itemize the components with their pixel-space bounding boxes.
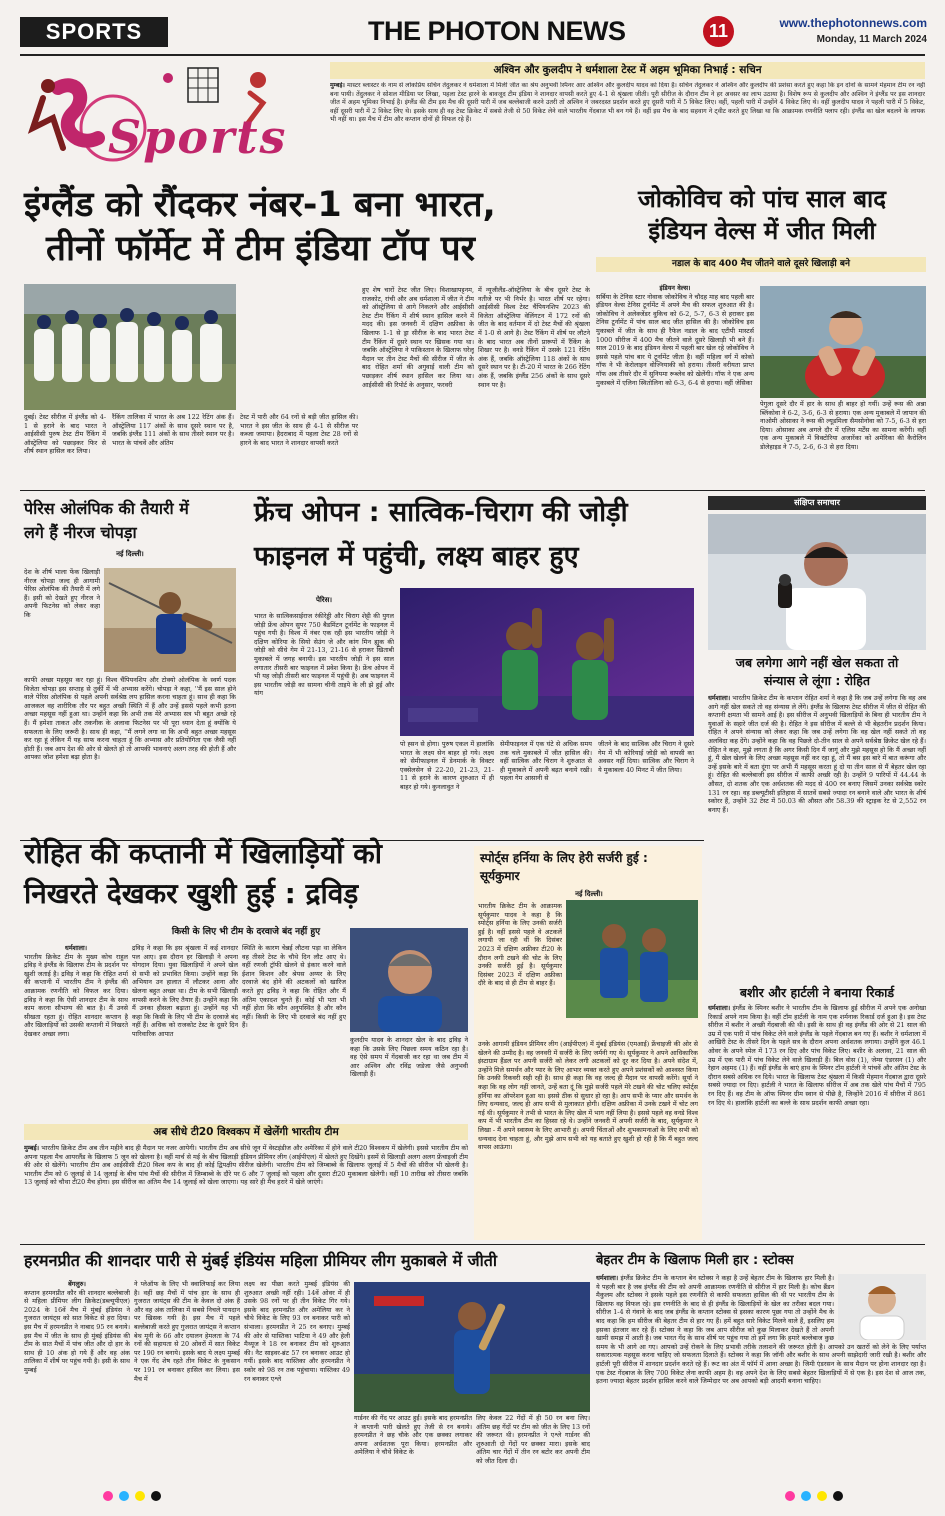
harman-col3: लक्ष्य का पीछा करते मुम्बई इंडियंस की शुरुआत अच्छी नहीं रही। 14वें ओवर में ही उसके 98 रनों पर ही तीन विकेट गिर गये। इसके बाद हरमनप्रीत और अमेलिया कर ने चौथे विकेट के लिए 93 रन बनाकर पारी को संभाला। हरमनप्रीत ने 25 रन बनाए। मुम्बई की ओर से यास्तिका भाटिया ने 49 और हेली मैथ्यूज ने 18 रन बनाकर टीम को शुरुआत की। नैट साइवर-ब्रंट 57 रन बनाकर आउट हो गयीं। इसके बाद यास्तिका और हरमनप्रीत ने स्कोर को 98 रन तक पहुंचाया। यास्तिका 49 रन बनाकर एश्ले	[244, 1280, 350, 1383]
sports-logo-text: Sports	[108, 110, 288, 164]
djokovic-headline-2: इंडियन वेल्स में जीत मिली	[648, 217, 876, 245]
ranking-col4: हुए शेष चारों टेस्ट जीत लिए। विशाखापट्टनम, राजकोट, रांची और अब धर्मशाला में जीत ने टीम को ऑस्ट्रेलिया से आगे निकलने और आईसीसी टेस्ट टीम रैंकिंग में शीर्ष स्थान हासिल करने में मदद की। इस जनवरी में दक्षिण अफ्रीका के खिलाफ 1-1 से ड्रा सीरीज के बाद भारत टेस्ट टीम रैंकिंग में दूसरे स्थान पर खिसक गया था। जबकि ऑस्ट्रेलिया ने पाकिस्तान के खिलाफ घरेलू मैदान पर तीन टेस्ट मैचों की सीरीज में जीत के बाद रोहित शर्मा की अगुवाई वाली टीम को पछाड़कर शीर्ष स्थान हासिल कर लिया था। आईसीसी की रिपोर्ट के अनुसार, फरवरी	[362, 286, 474, 389]
french-open-dateline: पेरिस।	[315, 596, 333, 604]
french-open-col4: जीतने के बाद सात्विक और चिराग ने दूसरे गेम में भी कोरियाई जोड़ी को वापसी का अवसर नहीं दिया। सात्विक और चिराग ने ये मुकाबला 40 मिनट में जीत लिया।	[598, 740, 694, 774]
djokovic-body: इंडियन वेल्स। सर्बिया के टेनिस स्टार नोवाक जोकोविच ने चौदह माह बाद पहली बार इंडियन वेल्स टेनिस टूर्नामेंट में अपने मैच की सफल शुरुआत की है। जोकोविच ने अलेक्जेंडर वुकिच को 6-2, 5-7, 6-3 से हराकर इस टेनिस टूर्नामेंट में पांच साल बाद जीत हासिल की है। जोकोविच इस मुकाबले में जीत के साथ ही रैफेल नडाल के बाद एटीपी मास्टर्स 1000 सीरीज में 400 मैच जीतने वाले दूसरे खिलाड़ी भी बने हैं। साल 2019 के बाद इंडियन वेल्स में पहली बार खेल रहे जोकोविच ने इससे पहले पांच बार ये टूर्नामेंट जीता है। वहीं महिला वर्ग में कोको गॉफ ने भी केरोलाइन वोज्नियाकी को हराया। तीसरी वरीयता प्राप्त गॉफ अब तीसरे दौर में सुनियमा रूब्लेव को खेलेंगी। गॉफ ने एक अन्य मुकाबले में एलिना स्वितोलिना को 6-3, 6-4 से हराया। वहीं जेसिका	[596, 284, 754, 387]
dravid-subhead: किसी के लिए भी टीम के दरवाजे बंद नहीं हुए	[171, 927, 321, 937]
harman-col5: लिए केवल 22 गेंदों में ही 50 रन बना लिए। अंतिम छह गेंदों पर टीम को जीत के लिए 13 रनों की जरूरत थी। हरमनप्रीत ने एश्ले गार्डनर की शुरुआती दो गेंदों पर छक्का मारा। इसके बाद अंतिम चार गेंदों में तीन रन बटोर कर अपनी टीम को जीत दिला दी।	[476, 1414, 590, 1465]
neeraj-headline-2: लगे हैं नीरज चोपड़ा	[24, 523, 137, 542]
neeraj-photo	[104, 568, 236, 672]
ashwin-body: मास्टर ब्लास्टर के नाम से लोकप्रिय सचिन तेंदुलकर ने धर्मशाला में मिली जीत का श्रेय अनुभवी स्पिनर आर अश्विन और कुलदीप यादव को दिया है। सचिन तेंदुलकर ने अश्विन और कुलदीप की प्रशंसा करते हुए कहा कि इन दोनों के सामने मेहमान टीम रन नहीं बना पायी। तेंदुलकर ने सोशल मीडिया पर लिखा, पहला टेस्ट हारने के बावजूद टीम इंडिया ने शानदार वापसी करते हुए 4-1 से श्रृंखला जीती। पूरी सीरीज के दौरान टीम ने हर अवसर का लाभ उठाया है। विशेष रूप से कुलदीप और अश्विन ने इंग्लैंड पर इस शानदार जीत में अहम भूमिका निभाई है। इंग्लैंड की टीम इस मैच की दूसरी पारी में जब बल्लेबाजी करने उतरी तो अश्विन ने जबरदस्त प्रदर्शन करते हुए दूसरी पारी में 5 विकेट लिए। वहीं, पहली पारी में उन्होंने 4 विकेट लिए थे। वहीं कुलदीप यादव ने पहली पारी में 5 विकेट, वहीं दूसरी पारी में 2 विकेट लिए थे। इसके साथ ही वह टेस्ट क्रिकेट में सबसे तेजी से 50 विकेट लेने वाले भारतीय गेंदबाज भी बन गये हैं। वहीं इस मैच के बाद सहवाग ने ट्वीट करते हुए लिखा था कि आक्रामक रणनीति फ्लाप रही। इंग्लैंड का खेल बदलने के लायक भी नहीं था। इस मैच में टीम और कप्तान दोनों ही विफल रहे हैं।	[330, 82, 925, 123]
harman-col2: ने प्लेऑफ के लिए भी क्वालिफाई कर लिया है। वहीं छह मैचों में पांच हार के साथ ही गुजरात जायंट्स की टीम के केवल दो अंक हैं और वह अंक तालिका में सबसे निचले पायदान पर खिसक गयी है। इस मैच में पहले बल्लेबाजी करते हुए गुजरात जायंट्स ने कप्तान बेथ मूनी के 66 और दयालन हेमलता के 74 रनों की सहायता से 20 ओवरों में सात विकेट पर 190 रन बनाये। इसके बाद ये लक्ष्य मुम्बई ने एक गेंद शेष रहते तीन विकेट के नुकसान पर 191 रन बनाकर हासिल कर लिया। इस मैच में	[134, 1280, 240, 1383]
rohit-body: धर्मशाला। भारतीय क्रिकेट टीम के कप्तान रोहित शर्मा ने कहा है कि जब उन्हें लगेगा कि वह अब आगे नहीं खेल सकते तो वह संन्यास ले लेंगे। इंग्लैंड के खिलाफ टेस्ट सीरीज में जीत से रोहित की कप्तानी क्षमता भी सामने आई है। इस सीरीज में अनुभवी खिलाड़ियों के बिना ही भारतीय टीम ने युवाओं के सहारे जीत दर्ज की है। रोहित ने इस सीरीज में बल्ले से भी बेहतरीन प्रदर्शन किया। रोहित ने अपने संन्यास को लेकर कहा कि जब उन्हें लगेगा कि वह खेल नहीं सकते तो वह अलविदा कह देंगे। उन्होंने कहा कि वह पिछले दो-तीन साल से अपने सर्वश्रेष्ठ क्रिकेट खेल रहे हैं। रोहित ने कहा, मुझे लगता है कि अगर किसी दिन मैं जागूं और मुझे महसूस हो कि मैं अच्छा नहीं हूं, मैं खेल खेलने के लिए अच्छा महसूस नहीं कर रहा हूं, तो मैं बस इस बारे में बात करूंगा और उन्हें इसके बारे में बता दूंगा पर अभी मैं महसूस करता हूं दो या तीन साल से मैं बेहतर खेल रहा हूं। रोहित की बल्लेबाजी इस सीरीज में काफी अच्छी रही है। उन्होंने 9 पारियों में 44.44 के औसत, दो शतक और एक अर्धशतक की मदद से 400 रन बनाए जिसमें उनका सर्वश्रेष्ठ स्कोर 131 रन रहा। वह डब्ल्यूटीसी इतिहास में सातवें सबसे ज्यादा रन बनाने वाले और भारत के शीर्ष स्कोरर हैं, उन्होंने 32 टेस्ट में 50.03 की औसत और 58.39 की स्ट्राइक रेट से 2,552 रन बनाए हैं।	[708, 694, 926, 814]
harman-col1: बेंगलुरु। कप्तान हरमनप्रीत कौर की शानदार बल्लेबाजी से महिला प्रीमियर लीग क्रिकेट(डब्ल्यूपीएल) 2024 के 16वें मैच में मुंबई इंडियंस ने गुजरात जायंट्स को सात विकेट से हरा दिया। इस मैच में हरमनप्रीत ने नाबाद 95 रन बनाये। इस मैच में जीत के साथ ही मुंबई इंडियंस की टीम के सात मैचों में पांच जीत और दो हार के साथ ही 10 अंक हो गये हैं और वह अंक तालिका में शीर्ष पर पहुंच गयी है। इसी के साथ मुम्बई	[24, 1280, 130, 1374]
surya-dateline: नई दिल्ली।	[575, 890, 603, 898]
french-open-headline-2: फाइनल में पहुंची, लक्ष्य बाहर हुए	[254, 541, 579, 572]
print-registration-marks	[100, 1488, 845, 1502]
harman-photo	[354, 1282, 590, 1412]
t20-dateline: मुम्बई।	[24, 1144, 40, 1152]
djokovic-body-2: पेगुला दूसरे दौर में हार के साथ ही बाहर हो गयीं। उन्हें रूस की अन्ना ब्लिंकोवा ने 6-2, 3-6, 6-3 से हराया। एक अन्य मुकाबले में जापान की नाओमी ओसाका ने रूस की ल्यूडमिला सैमसोनोवा को 7-5, 6-3 से हरा दिया। ओसाका अब अगले दौर में एलिस मर्टेंस का सामना करेंगी। वहीं एक अन्य मुकाबले में विक्टोरिया अजारेंका को अमेरिका की कैरोलिन डोलेहाइड ने 7-5, 2-6, 6-3 से हरा दिया।	[760, 400, 926, 451]
djokovic-photo	[760, 286, 926, 398]
djokovic-headline-1: जोकोविच को पांच साल बाद	[637, 185, 886, 213]
neeraj-body: काफी अच्छा महसूस कर रहा हूं। विश्व चैंपियनशिप और टोक्यो ओलंपिक के स्वर्ण पदक विजेता चोपड़ा इस सप्ताह से तुर्की में भी अभ्यास करेंगे। चोपड़ा ने कहा, ''मैं इस साल होने वाले पेरिस ओलंपिक से पहले अपनी सर्वश्रेष्ठ लय हासिल करना चाहता हूं। साथ ही कहा कि आजकल वह शारीरिक तौर पर बहुत अच्छी स्थिति में हैं और उन्हें इससे पहले कभी इतना अच्छा महसूस नहीं हुआ था। उन्होंने कहा कि अभी तक मेरे अभ्यास सत्र भी बहुत अच्छे रहे हैं। मैं हमेशा ताकत और तकनीक के अलावा फिटनेस पर भी पूरा ध्यान देता हूं क्योंकि ये सफलता के लिए जरूरी है। साथ ही कहा, ''मैं लगने लगा था कि अभी बहुत अच्छा महसूस कर रहा हूं लेकिन मैं यह साफ करना चाहता हूं कि अभ्यास और प्रतियोगिता एक जैसी नहीं होती हैं। जब आप देश की ओर से खेलते हो तो आपकी भावनाएं अलग तरह की होती हैं और आपका जोश हमेशा बढ़ा होता है।	[24, 676, 236, 762]
dravid-col3: स्थिति के कारण चेन्नई लौटना पड़ा था लेकिन वह तीसरे टेस्ट के चौथे दिन लौट आए थे। वहीं रणजी ट्रॉफी खेलने से इंकार करने वाले ईशान किशन और श्रेयस अय्यर के लिए दरवाजे बंद होने की अटकलों को खारिज करते हुए द्रविड़ ने कहा कि रोहित और मैं अंतिम एकादश चुनते हैं। कोई भी पता भी नहीं होता कि कौन अनुपस्थित है और कौन नहीं। किसी के लिए भी दरवाजे बंद नहीं हुए हैं।	[242, 944, 346, 1030]
djokovic-dateline: इंडियन वेल्स।	[659, 284, 691, 292]
french-open-col1: भारत के सात्विकसाईराज रंकीरेड्डी और चिराग शेट्टी की युगल जोड़ी फ्रेंच ओपन सुपर 750 बैडमिंटन टूर्नामेंट के फाइनल में पहुंच गयी है। विश्व में नंबर एक रही इस भारतीय जोड़ी ने दक्षिण कोरिया के सियो सेउंग जे और कांग मिन ह्युक की जोड़ी को सीधे गेम में 21-13, 21-16 से हराकर खिताबी मुकाबले में जगह बनायी। इस भारतीय जोड़ी ने इस साल लगातार तीसरी बार फाइनल में प्रवेश किया है। फ्रेंच ओपन में भी यह जोड़ी तीसरी बार फाइनल में पहुंची है। अब फाइनल में इस भारतीय जोड़ी का सामना चीनी ताइपे के ली झे हुई और यांग	[254, 612, 394, 698]
neeraj-headline-1: पेरिस ओलंपिक की तैयारी में	[24, 499, 189, 518]
page-number: 11	[703, 16, 734, 47]
bashir-headline: बशीर और हार्टली ने बनाया रिकार्ड	[739, 985, 895, 1000]
french-open-col3: सेमीफाइनल में एक घंटे से अधिक समय तक चले मुकाबले में जीत हासिल की। वहीं सात्विक और चिराग ने शुरुआत से ही मुकाबले में अपनी बढ़त बनाये रखी। पहला गेम आसानी से	[500, 740, 592, 783]
surya-headline-1: स्पोर्ट्स हर्निया के लिए हेरी सर्जरी हुई :	[480, 851, 648, 865]
ranking-col3: टेस्ट में पारी और 64 रनों से बड़ी जीत हासिल की। भारत ने इस जीत के साथ ही 4-1 से सीरीज पर कब्जा जमाया। हैदराबाद में पहला टेस्ट 28 रनों से हारने के बाद भारत ने शानदार वापसी करते	[240, 413, 358, 447]
rohit-headline-1: जब लगेगा आगे नहीं खेल सकता तो	[735, 655, 899, 670]
stokes-headline: बेहतर टीम के खिलाफ मिली हार : स्टोक्स	[596, 1253, 794, 1268]
surya-intro: भारतीय क्रिकेट टीम के आक्रामक सूर्यकुमार यादव ने कहा है कि स्पोर्ट्स हर्निया के लिए उनकी सर्जरी हुई है। वहीं इससे पहले वे अटकलें लगायी जा रही थीं कि दिसंबर 2023 में दक्षिण अफ्रीका टी20 के दौरान लगी टखने की चोट के लिए उनकी सर्जरी हुई है। सूर्यकुमार दिसंबर 2023 में दक्षिण अफ्रीका दौरे के बाद से ही टीम से बाहर हैं।	[478, 902, 562, 988]
neeraj-dateline: नई दिल्ली।	[116, 550, 144, 558]
bashir-dateline: धर्मशाला।	[708, 1004, 731, 1012]
harman-col4: गार्डनर की गेंद पर आउट हुईं। इसके बाद हरमनप्रीत ने कप्तानी पारी खेलते हुए तेजी से रन बनाये। हरमनप्रीत ने छह चौके और एक छक्का लगाकर अपना अर्धशतक पूरा किया। हरमनप्रीत और अमेलिया ने चौथे विकेट के	[354, 1414, 472, 1457]
sports-logo	[18, 58, 288, 176]
dravid-col1: धर्मशाला। भारतीय क्रिकेट टीम के मुख्य कोच राहुल द्रविड़ ने इंग्लैंड के खिलाफ टीम के प्रदर्शन पर खुशी जताई है। द्रविड़ ने कहा कि रोहित शर्मा की कप्तानी में भारतीय टीम ने इंग्लैंड की आक्रामक रणनीति को विफल कर दिया। द्रविड़ ने कहा कि ऐसी शानदार टीम के साथ काम करना सौभाग्य की बात है। मैं उनसे सीखता रहता हूं। रोहित शानदार कप्तान है और खिलाड़ियों को उसकी कप्तानी में निखरते देखकर अच्छा लगा।	[24, 944, 128, 1038]
ashwin-dateline: मुम्बई।	[330, 82, 345, 89]
neeraj-intro: देश के शीर्ष भाला फेंक खिलाड़ी नीरज चोपड़ा जल्द ही आगामी पेरिस ओलंपिक की तैयारी में लगे हैं। इसी को देखते हुए नीरज ने अपनी फिटनेस को लेकर कहा कि	[24, 568, 100, 619]
stokes-body: धर्मशाला। इंग्लैंड क्रिकेट टीम के कप्तान बेन स्टोक्स ने कहा है उन्हें बेहतर टीम के खिलाफ हार मिली है। ये पहली बार है जब इंग्लैंड की टीम को अपनी आक्रामक रणनीति से सीरीज में हार मिली है। कोच ब्रैंडन मैकुलम और स्टोक्स ने इसके पहले इस रणनीति से काफी सफलता हासिल की थी पर भारतीय टीम के खिलाफ वह विफल रहे। इस रणनीति के बाद से ही इंग्लैंड के खिलाड़ियों के खेल का तरीका बदल गया। सीरीज 1-4 से गंवाने के बाद जब इंग्लैंड के कप्तान स्टोक्स से इसका कारण पूछा गया तो उन्होंने मैच के बाद कहा कि हम सीरीज की बेहतर टीम से हार गए हैं। हमें बहुत सारे विकेट मिलने वाले हैं, इसलिए हम इसका इंतजार कर रहे हैं। स्टोक्स ने कहा कि जब आप सीरीज को कुछ मिलाकर देखते हैं तो अपनी खामी समझ में आती है। जब भारत गेंद के साथ शीर्ष पर पहुंच गया तो हमें लगा कि हमारे बल्लेबाज कुछ समय के भी आगे आ गए। आपको उन्हें रोकने के लिए प्रभावी तरीके तलाशने की जरूरत होती है। आपको उन खतरों को लेने के लिए पर्याप्त सकारात्मक महसूस करना चाहिए जो सफलता दिलाते हैं। स्टोक्स ने कहा कि जॉनी और बशीर के साथ अपनी साझेदारी जारी रखी है। बशीर और हार्टली पूरी सीरीज में शानदार प्रदर्शन करते रहे हैं। रूट का अंत में फॉर्म में आना अच्छा है। जिमी एंडरसन के साथ मैदान पर होना शानदार रहा है। एक टेस्ट गेंदबाज के लिए 700 विकेट लेना काफी अहम है। वह अपने देश के लिए सबसे बेहतर खिलाड़ियों में से एक है। इस देश से आज तक, इतना ज्यादा बेहतर प्रदर्शन हासिल करने वाले जिम्मेदार पर अब आपको बड़ी आदमी बनाना चाहिए।	[596, 1274, 926, 1386]
badminton-photo	[400, 588, 694, 736]
brief-news-label: संक्षिप्त समाचार	[708, 496, 926, 510]
bashir-body: धर्मशाला। इंग्लैंड के स्पिनर बशीर ने भारतीय टीम के खिलाफ हुई सीरीज में अपने एक अनोखा रिकार्ड अपने नाम किया है। वहीं टॉम हार्टली के नाम एक शर्मनाक रिकार्ड दर्ज हुआ है। इस टेस्ट सीरीज में बशीर ने अच्छी गेंदबाजी की थी। इसी के साथ ही वह इंग्लैंड की ओर से 21 साल की उम्र में एक पारी में पांच विकेट लेने वाले इंग्लैंड के पहले गेंदबाज बन गए हैं। बशीर ने धर्मशाला में आखिरी टेस्ट के तीसरे दिन के पहले सत्र के दौरान अपना अर्धशतक लगाया। उन्होंने कुल 46.1 ओवर के अपने स्पेल में 173 रन दिए और पांच विकेट लिए। बशीर के अलावा, 21 साल की उम्र में एक पारी में पांच विकेट लेने वाले खिलाड़ी हैं। बिल वोस (1), जेम्स एंडरसन (1) और रेहान अहमद (1) हैं। वहीं इंग्लैंड के बाएं हाथ के स्पिनर टॉम हार्टली ने पांचवें और अंतिम टेस्ट के दौरान सबसे अधिक रन दिये। भारत के खिलाफ टेस्ट श्रृंखला में किसी मेहमान गेंदबाज द्वारा दूसरे सबसे ज्यादा रन दिए। हार्टली ने भारत के खिलाफ सीरीज में अब तक खेले पांच मैचों में 795 रन दिए हैं। वह टीम के ऑफ स्पिनर ग्रीम स्वान से पीछे है, जिन्होंने 2016 में सीरीज में 861 रन दिए थे। हालांकि हार्टली का बल्ले के साथ प्रदर्शन काफी अच्छा रहा।	[708, 1004, 926, 1107]
rohit-dateline: धर्मशाला।	[708, 694, 731, 702]
french-open-col2: पो ह्सन से होगा। पुरुष एकल में हालांकि भारत के लक्ष्य सेन बाहर हो गये। लक्ष्य को सेमीफाइनल में डेनमार्क के विक्टर एक्सेलसेन से 22-20, 21-23, 21-11 से हराने के कारण शुरुआत में ही बाहर हो गये। कुनलावुत ने	[400, 740, 494, 791]
ashwin-headline: अश्विन और कुलदीप ने धर्मशाला टेस्ट में अहम भूमिका निभाई : सचिन	[330, 62, 925, 79]
ranking-col1: दुबई। टेस्ट सीरीज में इंग्लैंड को 4-1 से हराने के बाद भारत ने आईसीसी पुरुष टेस्ट टीम रैंकिंग में ऑस्ट्रेलिया को पछाड़कर फिर से शीर्ष स्थान हासिल कर लिया।	[24, 413, 106, 456]
ashwin-article	[330, 62, 925, 174]
dravid-dateline: धर्मशाला।	[64, 944, 88, 952]
surya-body: उनके आगामी इंडियन प्रीमियर लीग (आईपीएल) में मुंबई इंडियंस (एमआई) फ्रेंचाइजी की ओर से खेलने की उम्मीद है। वह जनवरी में सर्जरी के लिए जर्मनी गए थे। सूर्यकुमार ने अपने आधिकारिक इंस्टाग्राम हैंडल पर अपनी सर्जरी को लेकर लगी अटकलों को दूर कर दिया है। अपने संदेश में, उन्होंने मिले समर्थन और प्यार के लिए आभार व्यक्त करते हुए अपने प्रशंसकों को आश्वस्त किया कि उनकी रिकवरी सही रही है। साथ ही कहा कि वह जल्द ही मैदान पर वापसी करेंगे। सूर्या ने कहा कि वह लोग नहीं जानते, उन्हें बता दूं कि मुझे सर्जरी पहले मेरे टखने की चोट चलिए स्पोर्ट्स हर्निया का ऑपरेशन हुआ था। इससे ठीक से सुधार हो रहा है। आप सभी के प्यार और समर्थन के लिए धन्यवाद, जल्द ही आप सभी से मुलाकात होगी। दक्षिण अफ्रीका में उनके टखने में चोट लग गई थी। सूर्यकुमार ने तभी से भारत के लिए खेल में भाग नहीं लिया है। इससे पहले वह वनडे विश्व कप में भी भारतीय टीम का हिस्सा रहे थे। उन्होंने जनवरी में अपनी सर्जरी के बाद, सूर्यकुमार ने लिखा - मैं अपने स्वास्थ्य के लिए आभारी हूं। अपनी चिंताओं और शुभकामनाओं के लिए सभी को धन्यवाद देना चाहता हूं, और मुझे आप सभी को यह बताते हुए खुशी हो रही है कि मैं बहुत जल्द वापस आऊंगा।	[478, 1040, 698, 1152]
ranking-col2: रैंकिंग तालिका में भारत के अब 122 रेटिंग अंक हैं। ऑस्ट्रेलिया 117 अंकों के साथ दूसरे स्थान पर है, जबकि इंग्लैंड 111 अंकों के साथ तीसरे स्थान पर है। भारत के पांचवें और अंतिम	[112, 413, 234, 447]
team-india-photo	[24, 284, 236, 410]
website-url[interactable]: www.thephotonnews.com	[779, 16, 927, 30]
newspaper-brand: THE PHOTON NEWS	[368, 16, 626, 46]
dravid-col4: कुलदीप यादव के शानदार खेल के बाद द्रविड़ ने कहा कि उसके लिए पिछला समय कठिन रहा है। वह ऐसे समय में गेंदबाजी कर रहा था जब टीम में आर अश्विन और रविंद्र जडेजा जैसे अनुभवी खिलाड़ी हैं।	[350, 1036, 468, 1079]
t20-headline: अब सीधे टी20 विश्वकप में खेलेंगी भारतीय टीम	[24, 1124, 468, 1140]
harman-headline: हरमनप्रीत की शानदार पारी से मुंबई इंडियंस महिला प्रीमियर लीग मुकाबले में जीती	[24, 1251, 497, 1270]
djokovic-subhead: नडाल के बाद 400 मैच जीतने वाले दूसरे खिलाड़ी बने	[596, 257, 926, 272]
dravid-headline-2: निखरते देखकर खुशी हुई : द्रविड़	[24, 877, 359, 910]
dravid-photo	[350, 928, 468, 1032]
ranking-headline-1: इंग्लैंड को रौंदकर नंबर-1 बना भारत,	[24, 185, 496, 225]
t20-body: मुम्बई। भारतीय क्रिकेट टीम अब तीन महीने बाद ही मैदान पर नजर आयेगी। भारतीय टीम अब सीधे जून में वेस्टइंडीज और अमेरिका में होने वाले टी20 विश्वकप में खेलेगी। इससे भारतीय टीम को अपना पहला मैच आयरलैंड के खिलाफ 5 जून को खेलना है। वहीं मार्च से मई के बीच खिलाड़ी इंडियन प्रीमियर लीग (आईपीएल) में खेलते हुए दिखेंगे। इसमें से खिलाड़ी अलग अलग फ्रेंचाइजी टीम की ओर से खेलेंगे। भारतीय टीम अब आईसीसी टी20 विश्व कप के बाद ही कोई द्विपक्षीय सीरीज खेलेगी। भारतीय टीम को जिम्बाब्वे के खिलाफ जुलाई में 5 मैचों की सीरीज भी खेलनी है। भारतीय टीम को 6 जुलाई से 14 जुलाई के बीच पांच मैचों की सीरीज में जिम्बाब्वे के दौरे पर 6 और 7 जुलाई को पहला और दूसरा टी20 मुकाबला खेलेगी। वहीं 10 तारीख को तीसरा जबकि 13 जुलाई को चौथा टी20 मैच होगा। इस सीरीज का अंतिम मैच 14 जुलाई को खेला जाएगा। यह सारे ही मैच हरारे में खेले जाएंगे।	[24, 1144, 468, 1187]
section-tag: SPORTS	[20, 17, 168, 47]
french-open-headline-1: फ्रेंच ओपन : सात्विक-चिराग की जोड़ी	[254, 497, 628, 528]
harman-dateline: बेंगलुरु।	[68, 1280, 86, 1288]
ranking-col5: में न्यूजीलैंड-ऑस्ट्रेलिया के बीच दूसरे टेस्ट के नतीजे पर भी निर्भर है। भारत शीर्ष पर रहेगा। आईसीसी विश्व टेस्ट चैंपियनशिप 2023 की विजेता ऑस्ट्रेलिया वेलिंगटन में 172 रनों की जीत के बाद वर्तमान में दो टेस्ट मैचों की श्रृंखला में 1-0 से आगे है। टेस्ट रैंकिंग में शीर्ष पर लौटने के बाद भारत अब तीनों प्रारूपों में रैंकिंग के शिखर पर है। वनडे रैंकिंग में उसके 121 रेटिंग अंक हैं, जबकि ऑस्ट्रेलिया 118 अंकों के साथ दूसरे स्थान पर है। टी-20 में भारत के 266 रेटिंग अंक हैं, जबकि इंग्लैंड 256 अंकों के साथ दूसरे स्थान पर है।	[478, 286, 590, 389]
stokes-dateline: धर्मशाला।	[596, 1274, 619, 1282]
surya-headline-2: सूर्यकुमार	[480, 869, 520, 883]
dravid-col2: द्रविड़ ने कहा कि इस श्रृंखला में कई शानदार पल आए। इस दौरान हर खिलाड़ी ने अपना योगदान दिया। युवा खिलाड़ियों ने अपने खेल से सभी को प्रभावित किया। उन्होंने कहा कि अभियान उन हालात में लौटकर आना और खेलना बहुत अच्छा था। टीम के सभी खिलाड़ी वापसी करने के लिए तैयार हैं। उन्होंने कहा कि मैं उनका हौसला बढ़ाता हूं। उन्होंने यह भी कहा कि किसी के लिए भी टीम के दरवाजे बंद नहीं हैं। अधिक को राजकोट टेस्ट के दूसरे दिन पारिवारिक आपात	[132, 944, 238, 1038]
dravid-headline-1: रोहित की कप्तानी में खिलाड़ियों को	[24, 837, 383, 870]
ranking-headline-2: तीनों फॉर्मेट में टीम इंडिया टॉप पर	[46, 229, 475, 269]
issue-date: Monday, 11 March 2024	[816, 34, 927, 45]
surya-photo	[566, 900, 698, 1018]
stokes-photo	[838, 1274, 926, 1340]
rohit-photo	[708, 514, 926, 650]
rohit-headline-2: संन्यास ले लूंगा : रोहित	[763, 673, 871, 688]
